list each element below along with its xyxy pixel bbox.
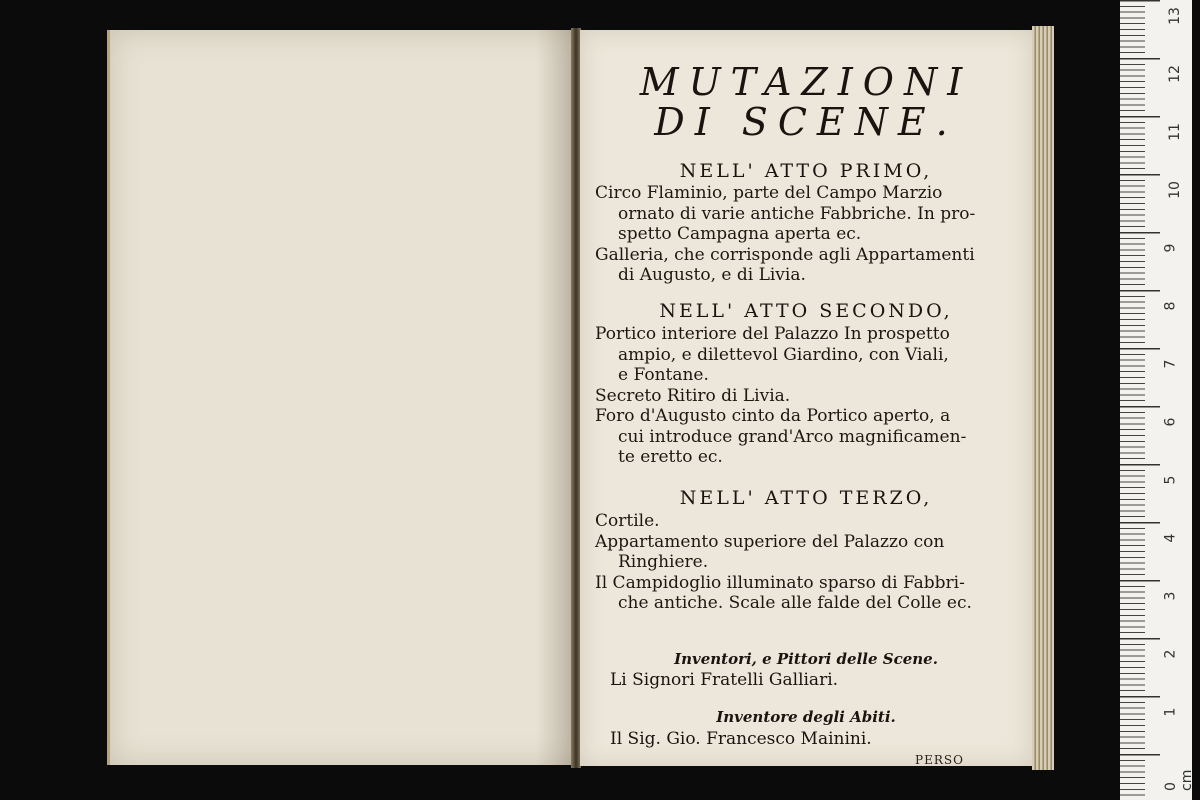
ruler-label: 3: [1162, 591, 1179, 601]
catchword: PERSO: [915, 753, 964, 767]
measuring-ruler: [1120, 0, 1195, 800]
right-page: [580, 30, 1032, 766]
act3-line: Cortile.: [595, 511, 660, 531]
act3-heading: NELL' ATTO TERZO,: [679, 487, 933, 509]
credit-label-costumes: Inventore degli Abiti.: [716, 708, 896, 726]
ruler-label: 7: [1162, 359, 1179, 369]
ruler-label: 8: [1162, 301, 1179, 311]
act1-line: di Augusto, e di Livia.: [618, 265, 806, 285]
credit-label-scenes: Inventori, e Pittori delle Scene.: [674, 650, 938, 668]
ruler-label: 1: [1162, 707, 1179, 717]
ruler-label: 13: [1166, 7, 1183, 25]
ruler-major-ticks: [1120, 0, 1160, 800]
act2-text: [595, 324, 1025, 468]
act2-line: te eretto ec.: [618, 447, 723, 467]
act3-line: Il Campidoglio illuminato sparso di Fabbri-: [595, 572, 965, 593]
ruler-label: 11: [1166, 123, 1183, 141]
act2-heading: NELL' ATTO SECONDO,: [659, 300, 953, 322]
act3-line: che antiche. Scale alle falde del Colle ec.: [618, 593, 972, 613]
act1-heading: NELL' ATTO PRIMO,: [679, 160, 933, 182]
act1-line: ornato di varie antiche Fabbriche. In pro-: [618, 203, 976, 224]
ruler-label: 2: [1162, 649, 1179, 659]
ruler-label: 9: [1162, 243, 1179, 253]
act2-line: ampio, e dilettevol Giardino, con Viali,: [618, 344, 949, 365]
ruler-label: 0 cm: [1163, 769, 1195, 791]
act3-line: Appartamento superiore del Palazzo con: [595, 531, 945, 552]
page-title-line2: DI SCENE.: [654, 100, 958, 144]
act3-line: Ringhiere.: [618, 552, 709, 572]
act2-line: Portico interiore del Palazzo In prospetto: [595, 324, 950, 344]
ruler-label: 6: [1162, 417, 1179, 427]
credit-name-costumes: Il Sig. Gio. Francesco Mainini.: [610, 729, 872, 749]
act1-line: Galleria, che corrisponde agli Appartamenti: [595, 244, 975, 265]
act1-text: [595, 183, 1025, 286]
act2-line: Foro d'Augusto cinto da Portico aperto, a: [595, 406, 951, 426]
left-page-blank: [107, 30, 576, 765]
page-title-line1: MUTAZIONI: [639, 60, 973, 104]
ruler-label: 4: [1162, 533, 1179, 543]
ruler-label: 5: [1162, 475, 1179, 485]
page-edges: [1032, 26, 1054, 770]
act3-text: [595, 511, 1025, 614]
act1-line: spetto Campagna aperta ec.: [618, 224, 862, 244]
act1-line: Circo Flaminio, parte del Campo Marzio: [595, 183, 943, 203]
act2-line: e Fontane.: [618, 365, 709, 385]
act2-line: cui introduce grand'Arco magnificamen-: [618, 426, 967, 447]
act2-line: Secreto Ritiro di Livia.: [595, 385, 791, 406]
ruler-label: 12: [1166, 65, 1183, 83]
ruler-label: 10: [1166, 181, 1183, 199]
credit-name-scenes: Li Signori Fratelli Galliari.: [610, 670, 839, 690]
